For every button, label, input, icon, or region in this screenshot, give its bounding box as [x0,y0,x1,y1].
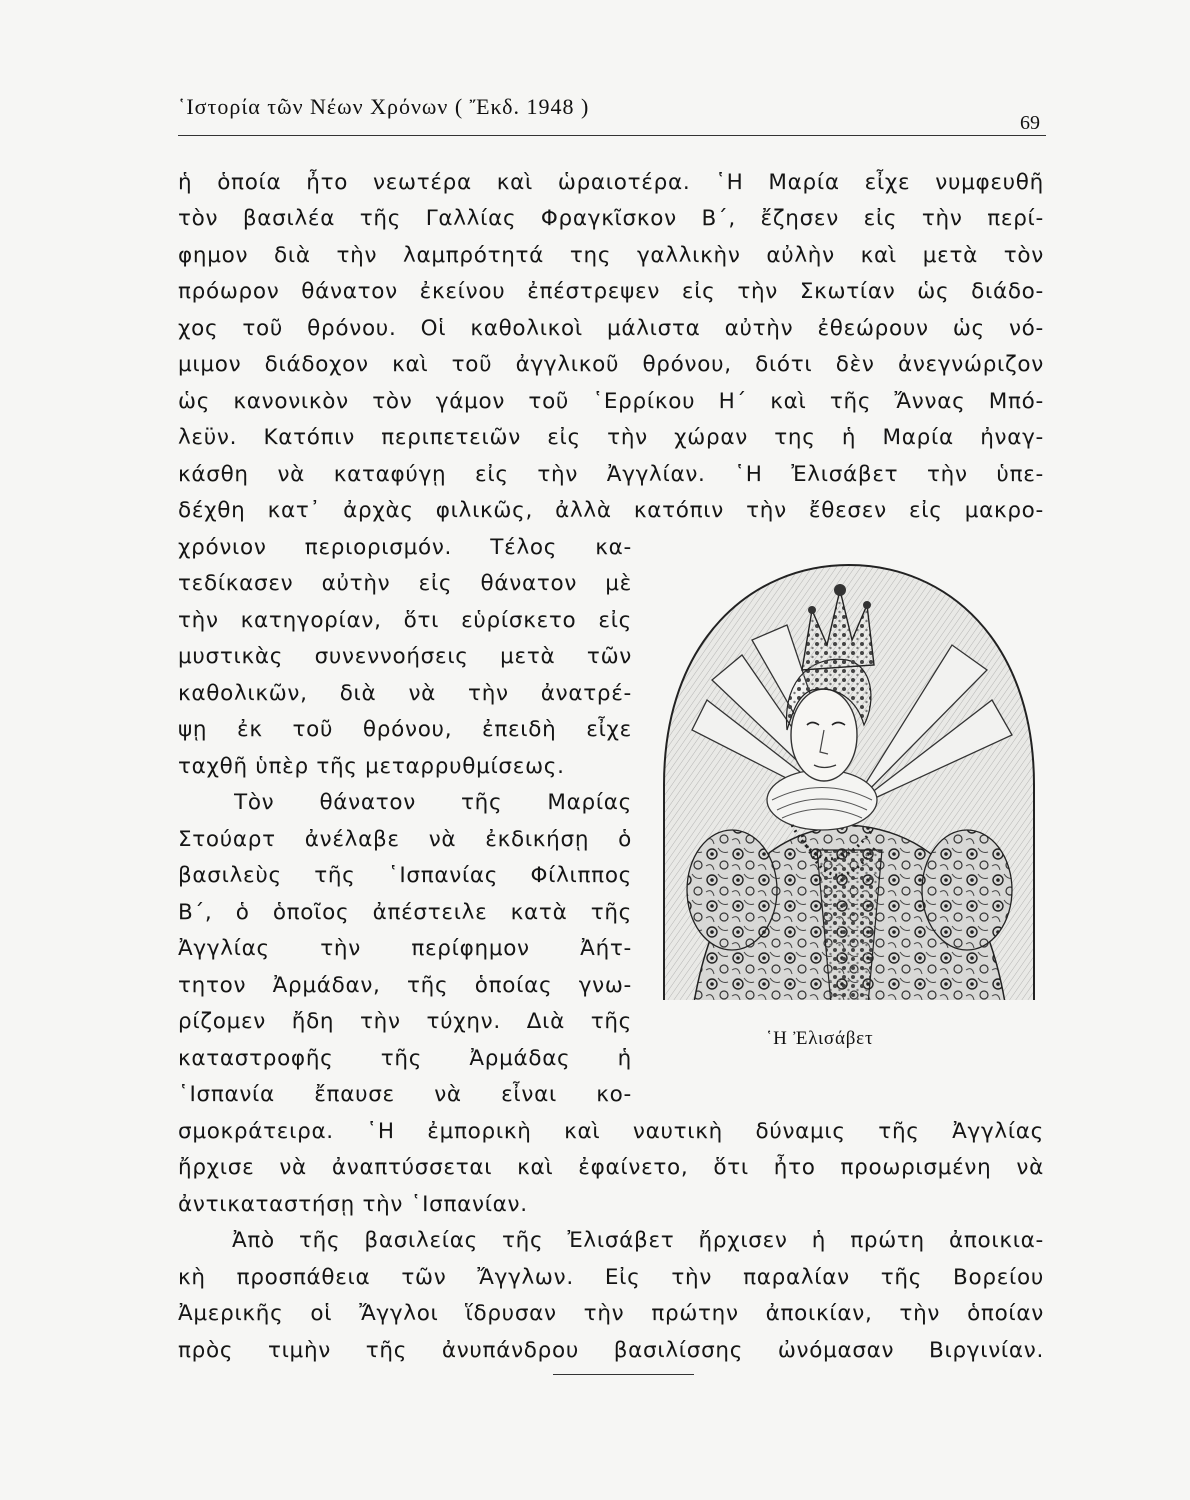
page-number: 69 [1020,112,1040,134]
figure-caption: ῾Η Ἐλισάβετ [766,1028,874,1049]
text-line: ρίζομεν ἤδη τὴν τύχην. Διὰ τῆς [178,1009,632,1034]
text-line: κὴ προσπάθεια τῶν Ἄγγλων. Εἰς τὴν παραλίαν τῆς Βορείου [178,1265,1044,1290]
text-line: ῾Ισπανία ἔπαυσε νὰ εἶναι κο- [178,1082,632,1107]
portrait-elizabeth-image [652,560,1046,1015]
text-line: χος τοῦ θρόνου. Οἱ καθολικοὶ μάλιστα αὐτὴν ἐθεώρουν ὡς νό- [178,316,1044,341]
text-line: Ἀμερικῆς οἱ Ἄγγλοι ἵδρυσαν τὴν πρώτην ἀποικίαν, τὴν ὁποίαν [178,1301,1044,1326]
running-title: ῾Ιστορία τῶν Νέων Χρόνων ( Ἔκδ. 1948 ) [178,94,590,119]
text-line: τὸν βασιλέα τῆς Γαλλίας Φραγκῖσκον Β΄, ἔζησεν εἰς τὴν περί- [178,206,1044,231]
text-line: Β΄, ὁ ὁποῖος ἀπέστειλε κατὰ τῆς [178,900,632,925]
text-line: μυστικὰς συνεννοήσεις μετὰ τῶν [178,644,632,669]
text-line: ὡς κανονικὸν τὸν γάμον τοῦ ῾Ερρίκου Η΄ καὶ τῆς Ἄννας Μπό- [178,389,1044,414]
text-line: Ἀπὸ τῆς βασιλείας τῆς Ἐλισάβετ ἤρχισεν ἡ πρώτη ἀποικια- [232,1228,1044,1253]
text-line: πρὸς τιμὴν τῆς ἀνυπάνδρου βασιλίσσης ὠνόμασαν Βιργινίαν. [178,1338,1044,1363]
text-line: τεδίκασεν αὐτὴν εἰς θάνατον μὲ [178,571,632,596]
text-line: ψῃ ἐκ τοῦ θρόνου, ἐπειδὴ εἶχε [178,717,632,742]
bottom-rule [553,1374,694,1375]
header-rule [178,135,1046,136]
text-line: τητον Ἀρμάδαν, τῆς ὁποίας γνω- [178,973,632,998]
text-line: χρόνιον περιορισμόν. Τέλος κα- [178,535,632,560]
text-line: δέχθη κατ᾽ ἀρχὰς φιλικῶς, ἀλλὰ κατόπιν τὴν ἔθεσεν εἰς μακρο- [178,498,1044,523]
text-line: ταχθῆ ὑπὲρ τῆς μεταρρυθμίσεως. [178,754,565,779]
text-line: πρόωρον θάνατον ἐκείνου ἐπέστρεψεν εἰς τὴν Σκωτίαν ὡς διάδο- [178,279,1044,304]
text-line: καθολικῶν, διὰ νὰ τὴν ἀνατρέ- [178,681,632,706]
text-line: κάσθη νὰ καταφύγῃ εἰς τὴν Ἀγγλίαν. ῾Η Ἐλισάβετ τὴν ὑπε- [178,462,1044,487]
text-line: ἡ ὁποία ἦτο νεωτέρα καὶ ὡραιοτέρα. ῾Η Μαρία εἶχε νυμφευθῆ [178,170,1044,195]
text-line: λεϋν. Κατόπιν περιπετειῶν εἰς τὴν χώραν της ἡ Μαρία ἠναγ- [178,425,1044,450]
text-line: σμοκράτειρα. ῾Η ἐμπορικὴ καὶ ναυτικὴ δύναμις τῆς Ἀγγλίας [178,1119,1044,1144]
text-line: καταστροφῆς τῆς Ἀρμάδας ἡ [178,1046,632,1071]
text-line: Τὸν θάνατον τῆς Μαρίας [234,790,632,815]
text-line: φημον διὰ τὴν λαμπρότητά της γαλλικὴν αὐλὴν καὶ μετὰ τὸν [178,243,1044,268]
text-line: ἀντικαταστήσῃ τὴν ῾Ισπανίαν. [178,1192,528,1217]
text-line: μιμον διάδοχον καὶ τοῦ ἀγγλικοῦ θρόνου, διότι δὲν ἀνεγνώριζον [178,352,1044,377]
text-line: ἤρχισε νὰ ἀναπτύσσεται καὶ ἐφαίνετο, ὅτι ἦτο προωρισμένη νὰ [178,1155,1044,1180]
text-line: Ἀγγλίας τὴν περίφημον Ἀήτ- [178,936,632,961]
text-line: βασιλεὺς τῆς ῾Ισπανίας Φίλιππος [178,863,632,888]
text-line: τὴν κατηγορίαν, ὅτι εὑρίσκετο εἰς [178,608,632,633]
text-line: Στούαρτ ἀνέλαβε νὰ ἐκδικήσῃ ὁ [178,827,632,852]
